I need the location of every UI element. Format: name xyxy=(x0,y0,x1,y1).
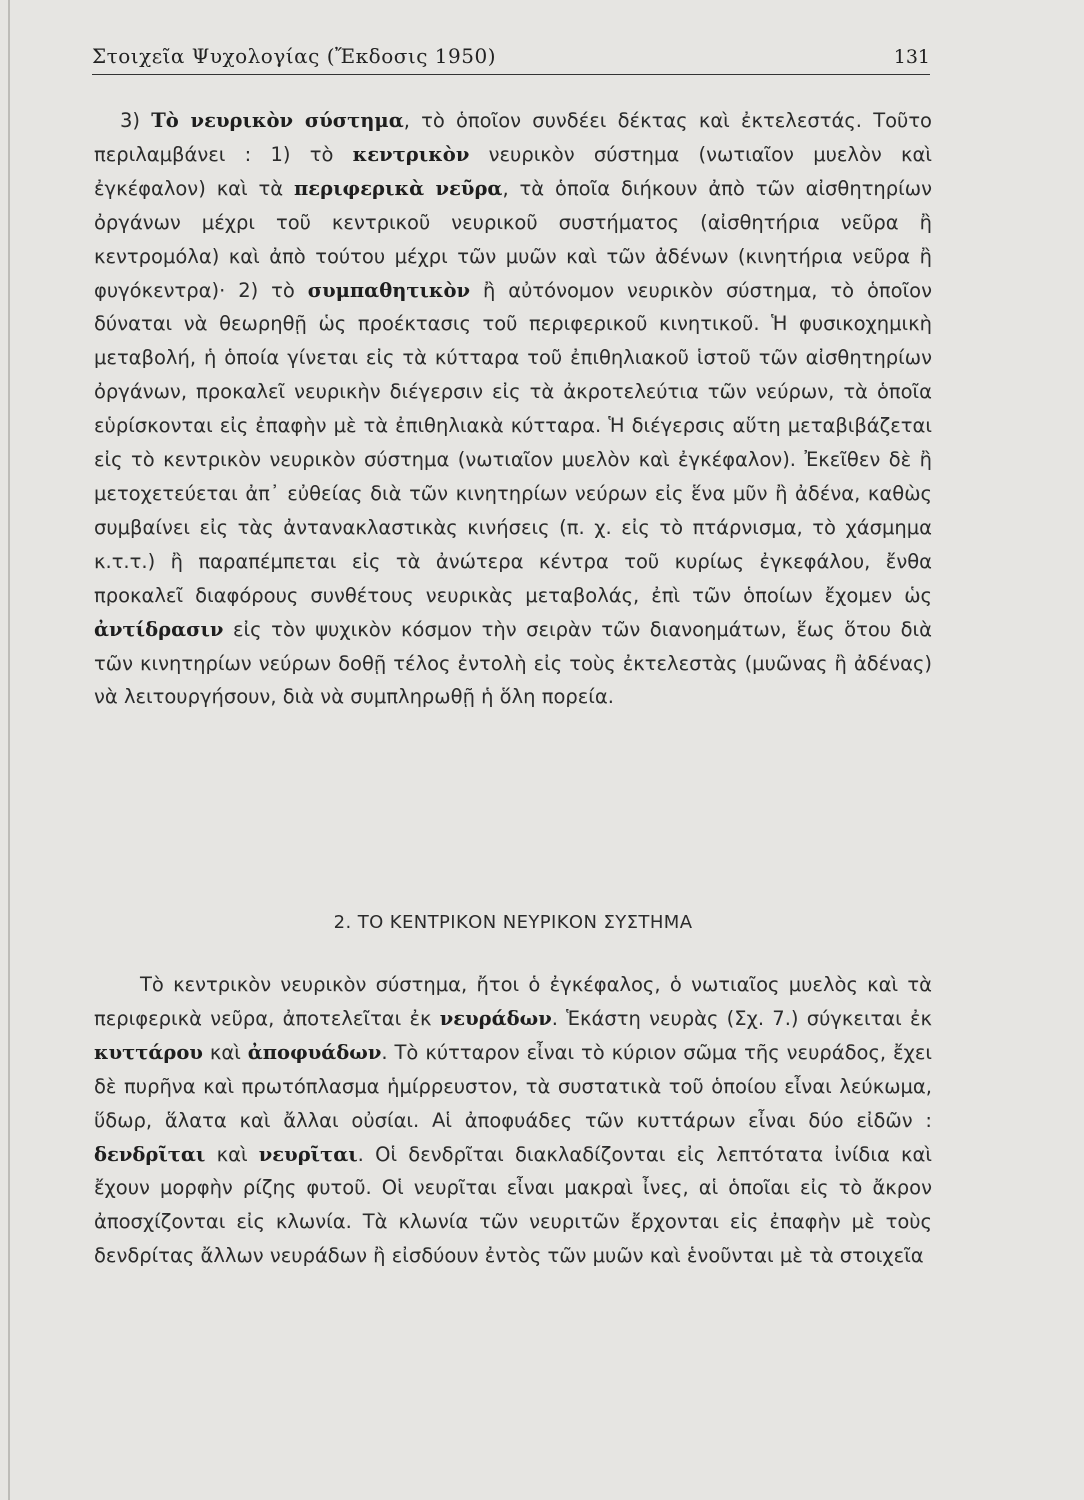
text-run: , τὰ ὁποῖα διήκουν ἀπὸ τῶν αἰσθητηρίων ὀργάνων μέχρι τοῦ κεντρικοῦ νευρικοῦ συστήματος (αἰσθητήρια νεῦρα ἢ κεντρομόλα) καὶ ἀπὸ τούτου μέχρι τῶν μυῶν καὶ τῶν ἀδένων (κινητήρια νεῦρα ἢ φυγόκεντρα)· 2) τὸ xyxy=(94,176,932,302)
page-number: 131 xyxy=(893,46,930,68)
text-run: . Τὸ κύτταρον εἶναι τὸ κύριον σῶμα τῆς νευράδος, ἔχει δὲ πυρῆνα καὶ πρωτόπλασμα ἡμίρρευστον, τὰ συστατικὰ τοῦ ὁποίου εἶναι λεύκωμα, ὕδωρ, ἅλατα καὶ ἄλλαι οὐσίαι. Αἱ ἀποφυάδες τῶν κυττάρων εἶναι δύο εἰδῶν : xyxy=(94,1040,932,1132)
emphasis-term: Τὸ νευρικὸν σύστημα xyxy=(151,109,404,132)
emphasis-term: συμπαθητικὸν xyxy=(307,278,471,302)
nervous-system-paragraph-section xyxy=(94,104,932,714)
emphasis-term: ἀποφυάδων xyxy=(247,1040,382,1064)
text-run: εἰς τὸν ψυχικὸν κόσμον τὴν σειρὰν τῶν διανοημάτων, ἕως ὅτου διὰ τῶν κινητηρίων νεύρων δοθῇ τέλος ἐντολὴ εἰς τοὺς ἐκτελεστὰς (μυῶνας ἢ ἀδένας) νὰ λειτουργήσουν, διὰ νὰ συμπληρωθῇ ἡ ὅλη πορεία. xyxy=(94,617,932,709)
central-nervous-system-section xyxy=(94,968,932,1273)
emphasis-term: ἀντίδρασιν xyxy=(94,617,224,641)
running-title: Στοιχεῖα Ψυχολογίας (Ἔκδοσις 1950) xyxy=(92,44,497,68)
text-run: καὶ xyxy=(202,1040,248,1064)
central-nervous-system-paragraph xyxy=(94,968,932,1273)
text-run: Τὸ κεντρικὸν νευρικὸν σύστημα, ἤτοι ὁ ἐγκέφαλος, ὁ νωτιαῖος μυελὸς καὶ τὰ περιφερικὰ νεῦρα, ἀποτελεῖται ἐκ xyxy=(94,973,932,1030)
page-edge xyxy=(8,0,10,1500)
emphasis-term: κυττάρου xyxy=(94,1040,203,1064)
nervous-system-paragraph xyxy=(94,104,932,714)
text-run: . Ἑκάστη νευρὰς (Σχ. 7.) σύγκειται ἐκ xyxy=(551,1006,933,1030)
emphasis-term: κεντρικὸν xyxy=(352,142,470,166)
text-run: 3) xyxy=(120,109,152,132)
text-run: νευρικὸν σύστημα (νωτιαῖον μυελὸν καὶ ἐγκέφαλον) καὶ τὰ xyxy=(94,142,932,200)
emphasis-term: νευρῖται xyxy=(258,1142,358,1166)
text-run: , τὸ ὁποῖον συνδέει δέκτας καὶ ἐκτελεστάς. Τοῦτο περιλαμβάνει : 1) τὸ xyxy=(94,109,932,166)
text-run: καὶ xyxy=(205,1142,259,1166)
emphasis-term: δενδρῖται xyxy=(94,1142,206,1166)
text-run: ἢ αὐτόνομον νευρικὸν σύστημα, τὸ ὁποῖον δύναται νὰ θεωρηθῇ ὡς προέκτασις τοῦ περιφερικοῦ κινητικοῦ. Ἡ φυσικοχημικὴ μεταβολή, ἡ ὁποία γίνεται εἰς τὰ κύτταρα τοῦ ἐπιθηλιακοῦ ἱστοῦ τῶν αἰσθητηρίων ὀργάνων, προκαλεῖ νευρικὴν διέγερσιν εἰς τὰ ἀκροτελεύτια τῶν νεύρων, τὰ ὁποῖα εὑρίσκονται εἰς ἐπαφὴν μὲ τὰ ἐπιθηλιακὰ κύτταρα. Ἡ διέγερσις αὕτη μεταβιβάζεται εἰς τὸ κεντρικὸν νευρικὸν σύστημα (νωτιαῖον μυελὸν καὶ ἐγκέφαλον). Ἐκεῖθεν δὲ ἢ μετοχετεύεται ἀπ᾽ εὐθείας διὰ τῶν κινητηρίων νεύρων εἰς ἕνα μῦν ἢ ἀδένα, καθὼς συμβαίνει εἰς τὰς ἀντανακλαστικὰς κινήσεις (π. χ. εἰς τὸ πτάρνισμα, τὸ χάσμημα κ.τ.τ.) ἢ παραπέμπεται εἰς τὰ ἀνώτερα κέντρα τοῦ κυρίως ἐγκεφάλου, ἔνθα προκαλεῖ διαφόρους συνθέτους νευρικὰς μεταβολάς, ἐπὶ τῶν ὁποίων ἔχομεν ὡς xyxy=(94,278,933,607)
text-run: . Οἱ δενδρῖται διακλαδίζονται εἰς λεπτότατα ἰνίδια καὶ ἔχουν μορφὴν ρίζης φυτοῦ. Οἱ νευρῖται εἶναι μακραὶ ἶνες, αἱ ὁποῖαι εἰς τὸ ἄκρον ἀποσχίζονται εἰς κλωνία. Τὰ κλωνία τῶν νευριτῶν ἔρχονται εἰς ἐπαφὴν μὲ τοὺς δενδρίτας ἄλλων νευράδων ἢ εἰσδύουν ἐντὸς τῶν μυῶν καὶ ἑνοῦνται μὲ τὰ στοιχεῖα xyxy=(94,1142,932,1268)
section-heading: 2. ΤΟ ΚΕΝΤΡΙΚΟΝ ΝΕΥΡΙΚΟΝ ΣΥΣΤΗΜΑ xyxy=(333,912,693,933)
emphasis-term: νευράδων xyxy=(439,1006,552,1030)
emphasis-term: περιφερικὰ νεῦρα xyxy=(294,176,503,200)
page-header xyxy=(92,40,930,75)
